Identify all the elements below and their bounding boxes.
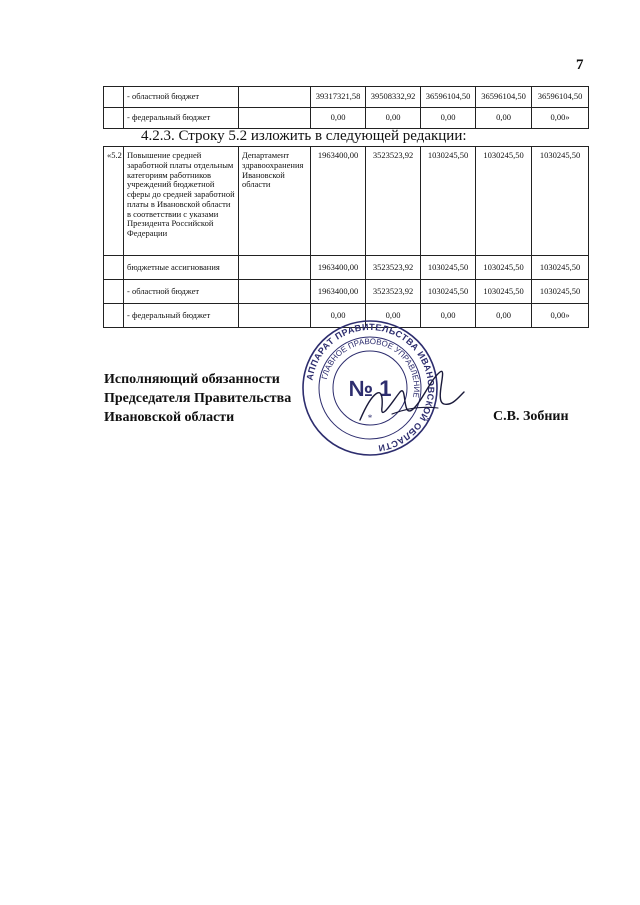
row-value: 36596104,50: [421, 87, 476, 108]
stamp-inner-text: ГЛАВНОЕ ПРАВОВОЕ УПРАВЛЕНИЕ: [319, 336, 422, 399]
row-value: 1030245,50: [532, 256, 589, 280]
row-value: 3523523,92: [366, 256, 421, 280]
row-value: 36596104,50: [476, 87, 532, 108]
budget-table-row-5-2: [103, 146, 589, 328]
handwritten-signature: [352, 362, 472, 432]
row-value: 3523523,92: [366, 147, 421, 256]
row-number: [104, 87, 124, 108]
row-value: 1963400,00: [311, 280, 366, 304]
row-name: бюджетные ассигнования: [124, 256, 239, 280]
page-number: 7: [576, 57, 584, 73]
table-row: [104, 147, 589, 256]
row-value: 36596104,50: [532, 87, 589, 108]
row-number: [104, 256, 124, 280]
row-value: 1030245,50: [476, 280, 532, 304]
row-value: 3523523,92: [366, 280, 421, 304]
table-row: [104, 280, 589, 304]
row-value: 0,00: [366, 108, 421, 129]
amendment-heading: 4.2.3. Строку 5.2 изложить в следующей редакции:: [141, 128, 467, 144]
row-value: 0,00: [311, 304, 366, 328]
row-executor: [239, 256, 311, 280]
row-value: 1030245,50: [476, 147, 532, 256]
row-executor: Департамент здравоохранения Ивановской области: [239, 147, 311, 256]
table-row: [104, 108, 589, 129]
row-value: 0,00: [476, 108, 532, 129]
row-executor: [239, 280, 311, 304]
row-name: - федеральный бюджет: [124, 108, 239, 129]
stamp-outer-text: АППАРАТ ПРАВИТЕЛЬСТВА ИВАНОВСКОЙ ОБЛАСТИ: [304, 321, 437, 454]
row-value: 1030245,50: [421, 147, 476, 256]
row-value: 0,00»: [532, 108, 589, 129]
stamp-star-icon: *: [367, 413, 373, 423]
row-value: 39508332,92: [366, 87, 421, 108]
signatory-title-line: Председателя Правительства: [104, 391, 292, 406]
table-row: [104, 256, 589, 280]
row-name: - областной бюджет: [124, 87, 239, 108]
row-value: 1963400,00: [311, 256, 366, 280]
row-value: 1030245,50: [421, 256, 476, 280]
row-value: 0,00: [476, 304, 532, 328]
row-name: - областной бюджет: [124, 280, 239, 304]
row-value: 1030245,50: [532, 280, 589, 304]
row-value: 1030245,50: [421, 280, 476, 304]
table-row: [104, 87, 589, 108]
row-value: 0,00»: [532, 304, 589, 328]
signatory-name: С.В. Зобнин: [493, 409, 569, 424]
row-value: 0,00: [421, 304, 476, 328]
row-value: 39317321,58: [311, 87, 366, 108]
row-value: 1030245,50: [532, 147, 589, 256]
row-number: [104, 280, 124, 304]
row-number: «5.2: [104, 147, 124, 256]
row-value: 0,00: [366, 304, 421, 328]
signatory-title: [104, 370, 291, 427]
row-executor: [239, 108, 311, 129]
row-value: 1963400,00: [311, 147, 366, 256]
budget-table-continuation: [103, 86, 589, 129]
signatory-title-line: Исполняющий обязанности: [104, 372, 280, 387]
row-name: - федеральный бюджет: [124, 304, 239, 328]
row-number: [104, 108, 124, 129]
row-value: 0,00: [311, 108, 366, 129]
stamp-number: № 1: [348, 376, 392, 401]
row-value: 0,00: [421, 108, 476, 129]
row-number: [104, 304, 124, 328]
row-value: 1030245,50: [476, 256, 532, 280]
row-name: Повышение средней заработной платы отдельным категориям работников учреждений бюджетной сферы до средней заработной платы в Ивановской области в соответствии с указами Президента Российской Федерации: [124, 147, 239, 256]
row-executor: [239, 87, 311, 108]
signatory-title-line: Ивановской области: [104, 410, 235, 425]
